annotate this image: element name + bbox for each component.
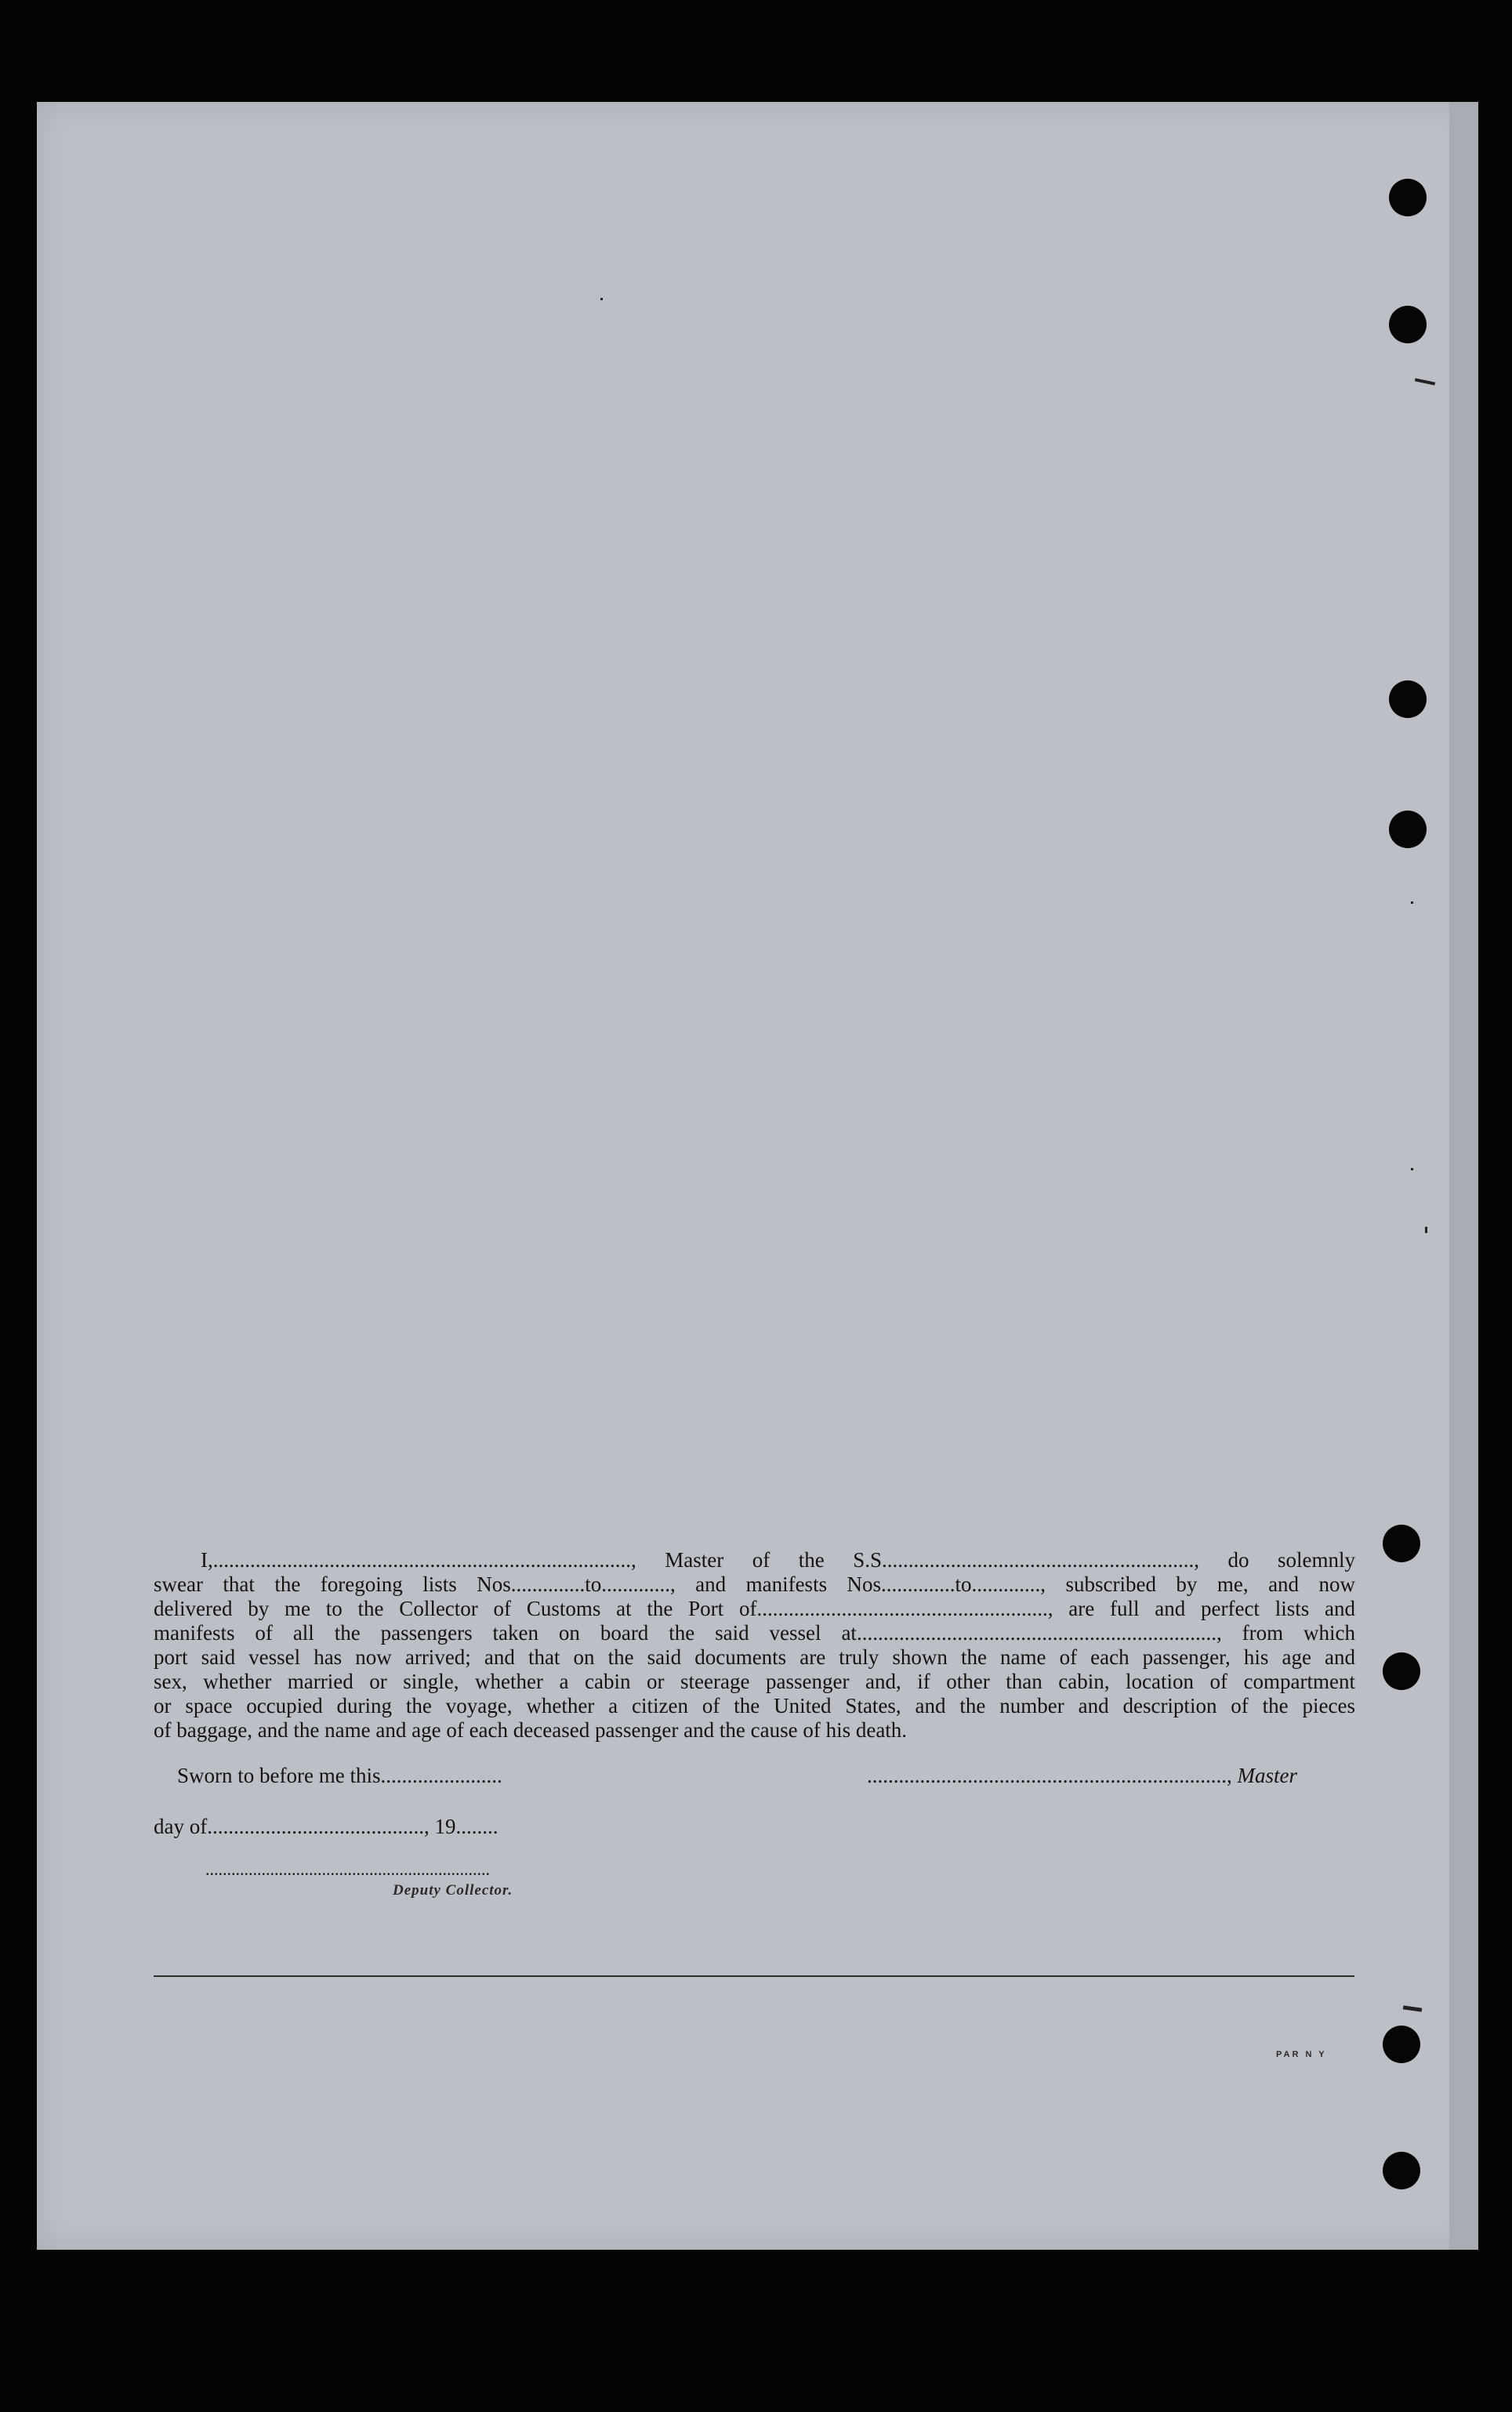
sworn-line: Sworn to before me this....................... bbox=[177, 1764, 502, 1787]
ink-speck bbox=[1425, 1227, 1427, 1233]
binder-hole bbox=[1383, 2026, 1420, 2063]
binder-hole bbox=[1389, 680, 1427, 718]
oath-line-6: sex, whether married or single, whether a cabin or steerage passenger and, if other than cabin, location of compartment bbox=[154, 1670, 1355, 1693]
oath-line-3: delivered by me to the Collector of Customs at the Port of......................................................., are full and perfect lists and bbox=[154, 1597, 1355, 1620]
master-dots: ...................................................................., bbox=[867, 1764, 1238, 1787]
binder-hole bbox=[1389, 306, 1427, 343]
printer-mark: PAR N Y bbox=[1276, 2050, 1327, 2059]
oath-line-2: swear that the foregoing lists Nos..............to............., and manifests Nos..............to............., subscribed by me, and now bbox=[154, 1572, 1355, 1596]
master-label: Master bbox=[1237, 1764, 1297, 1787]
oath-line-8: of baggage, and the name and age of each deceased passenger and the cause of his death. bbox=[154, 1718, 908, 1742]
oath-line-1: I,..............................................................................., Master of the S.S..........................................................., do solemnly bbox=[201, 1548, 1355, 1572]
binder-hole bbox=[1383, 1525, 1420, 1562]
day-of-line: day of........................................., 19........ bbox=[154, 1815, 499, 1838]
master-signature-line bbox=[867, 1764, 1297, 1788]
ink-speck bbox=[600, 298, 603, 300]
binder-hole bbox=[1383, 1652, 1420, 1690]
horizontal-rule bbox=[154, 1975, 1354, 1977]
oath-paragraph bbox=[154, 1548, 1355, 1743]
ink-speck bbox=[1411, 901, 1413, 904]
oath-line-7: or space occupied during the voyage, whether a citizen of the United States, and the number and description of the pieces bbox=[154, 1694, 1355, 1717]
oath-line-4: manifests of all the passengers taken on board the said vessel at...................................................................., from which bbox=[154, 1621, 1355, 1645]
oath-line-5: port said vessel has now arrived; and that on the said documents are truly shown the name of each passenger, his age and bbox=[154, 1645, 1355, 1669]
binder-hole bbox=[1389, 811, 1427, 848]
binder-hole bbox=[1383, 2152, 1420, 2189]
deputy-collector-label: Deputy Collector. bbox=[393, 1882, 513, 1899]
ink-speck bbox=[1411, 1168, 1413, 1170]
deputy-signature-dots: .................................................................. bbox=[205, 1859, 490, 1879]
binder-hole bbox=[1389, 179, 1427, 216]
page-edge bbox=[1449, 102, 1478, 2250]
document-page bbox=[37, 102, 1478, 2250]
